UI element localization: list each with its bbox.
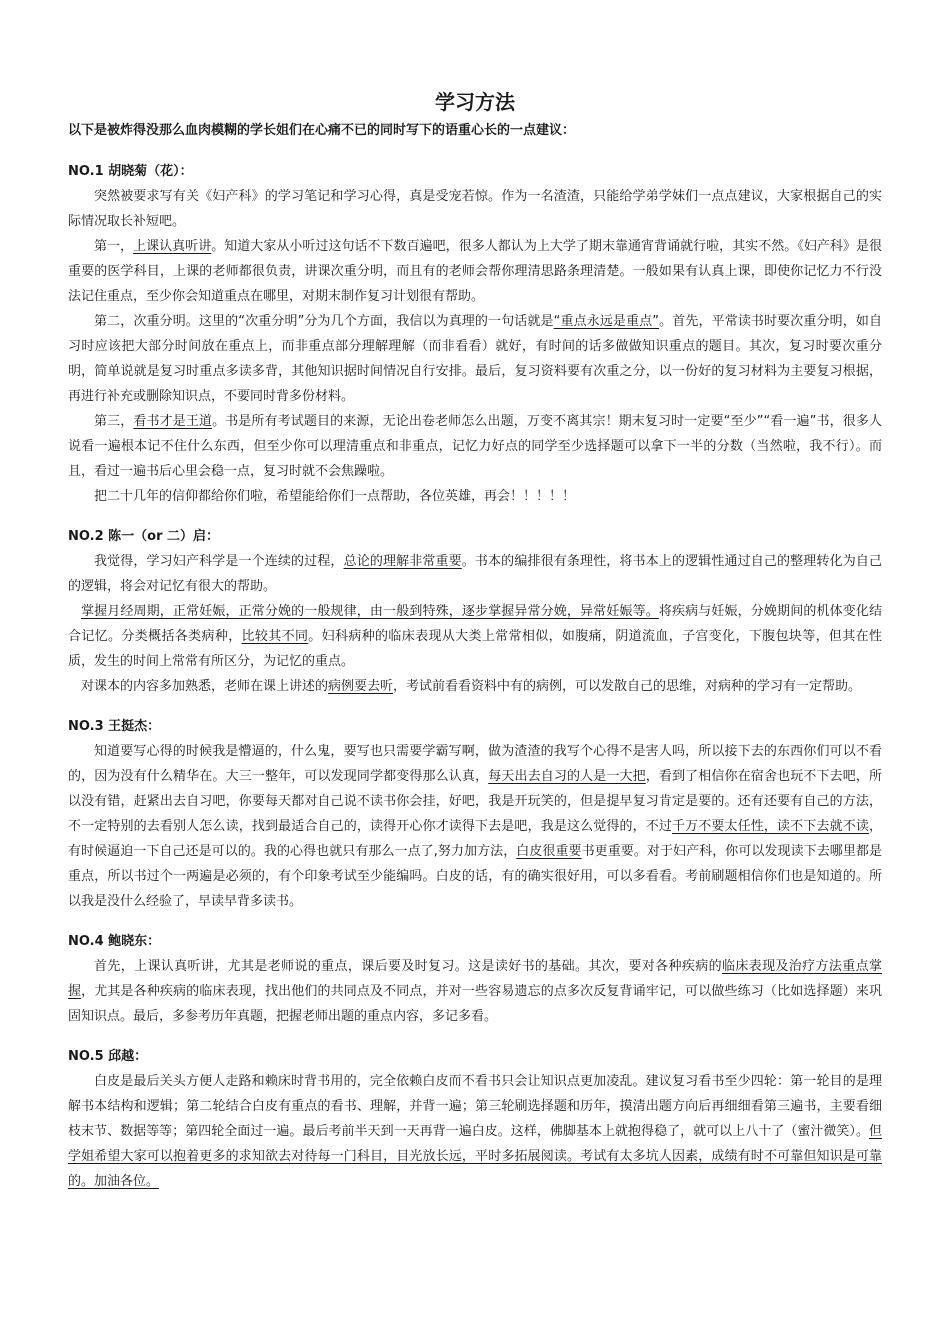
section-paragraph bbox=[68, 234, 882, 309]
underlined-text: 总论的理解非常重要 bbox=[343, 554, 462, 569]
underlined-text: 病例要去听 bbox=[328, 679, 394, 694]
paragraph-text: 将疾病与妊娠，分娩期间的机体变化结合记忆。分类概括各类病种， bbox=[68, 604, 882, 644]
paragraph-text: 书更重要。对于妇产科，你可以发现读下去哪里都是重点，所以书过个一两遍是必须的，有个印象考试至少能编吗。白皮的话，有的确实很好用，可以多看看。考前刷题相信你们也是知道的。所以我是没什么经验了，早读早背多读书。 bbox=[68, 844, 882, 909]
paragraph-text: 突然被要求写有关《妇产科》的学习笔记和学习心得，真是受宠若惊。作为一名渣渣，只能给学弟学妹们一点点建议，大家根据自己的实际情况取长补短吧。 bbox=[68, 189, 882, 229]
section-paragraph bbox=[68, 409, 882, 484]
section-paragraph bbox=[68, 484, 882, 509]
paragraph-text: 第三， bbox=[94, 414, 134, 429]
paragraph-text: 第二，次重分明。这里的“次重分明”分为几个方面，我信以为真理的一句话就是 bbox=[94, 314, 554, 329]
paragraph-text: 首先，上课认真听讲，尤其是老师说的重点，课后要及时复习。这是读好书的基础。其次，要对各种疾病的 bbox=[94, 959, 722, 974]
section-header: NO.3 王挺杰： bbox=[68, 719, 161, 734]
section-header: NO.5 邱越： bbox=[68, 1049, 148, 1064]
section-paragraph bbox=[68, 309, 882, 409]
advice-section bbox=[68, 930, 882, 1029]
page-title: 学习方法 bbox=[435, 90, 515, 114]
paragraph-text: 。首先，平常读书时要次重分明，如自习时应该把大部分时间放在重点上，而非重点部分理解理解（而非看看）就好，有时间的话多做做知识重点的题目。其次，复习时要次重分明，简单说就是复习时重点多读多背，其他知识据时间情况自行安排。最后，复习资料要有次重之分，以一份好的复习材料为主要复习根据，再进行补充或删除知识点，不要同时背多份材料。 bbox=[68, 314, 882, 404]
underlined-text: 上课认真听讲 bbox=[133, 239, 212, 254]
paragraph-text: 知道要写心得的时候我是懵逼的，什么鬼，要写也只需要学霸写啊，做为渣渣的我写个心得不是害人吗，所以接下去的东西你们可以不看的，因为没有什么精华在。大三一整年，可以发现同学都变得那么认真， bbox=[68, 744, 882, 784]
underlined-text: 每天出去自习的人是一大把 bbox=[488, 769, 646, 784]
paragraph-text: ，尤其是各种疾病的临床表现，找出他们的共同点及不同点，并对一些容易遗忘的点多次反复背诵牢记，可以做些练习（比如选择题）来巩固知识点。最后，多参考历年真题，把握老师出题的重点内容，多记多看。 bbox=[68, 984, 882, 1024]
section-paragraph bbox=[68, 674, 882, 699]
section-header: NO.4 鲍晓东： bbox=[68, 934, 161, 949]
underlined-text: 掌握月经周期，正常妊娠，正常分娩的一般规律，由一般到特殊，逐步掌握异常分娩，异常妊娠等。 bbox=[81, 604, 659, 619]
section-header: NO.2 陈一（or 二）启： bbox=[68, 529, 220, 544]
paragraph-text: 白皮是最后关头方便人走路和赖床时背书用的，完全依赖白皮而不看书只会让知识点更加凌乱。建议复习看书至少四轮：第一轮目的是理解书本结构和逻辑；第二轮结合白皮有重点的看书、理解，并背一遍；第三轮刷选择题和历年，摸清出题方向后再细细看第三遍书，主要看细枝末节、数据等等；第四轮全面过一遍。最后考前半天到一天再背一遍白皮。这样，佛脚基本上就抱得稳了，就可以上八十了（蜜汁微笑）。 bbox=[68, 1074, 882, 1139]
section-paragraph bbox=[68, 599, 882, 674]
advice-section bbox=[68, 160, 882, 509]
paragraph-text: ，看到了相信你在宿舍也玩不下去吧，所以没有错，赶紧出去自习吧，你要每天都对自己说不读书你会挂，好吧，我是开玩笑的，但是提早复习肯定是要的。还有还要有自己的方法，不一定特别的去看别人怎么读，找到最适合自己的，读得开心你才读得下去是吧，我是这么觉得的，不过 bbox=[68, 769, 882, 834]
paragraph-text: ，有时候逼迫一下自己还是可以的。我的心得也就只有那么一点了,努力加方法， bbox=[68, 819, 882, 859]
paragraph-text: 。妇科病种的临床表现从大类上常常相似，如腹痛，阴道流血，子宫变化，下腹包块等，但其在性质，发生的时间上常常有所区分，为记忆的重点。 bbox=[68, 629, 882, 669]
intro-line: 以下是被炸得没那么血肉模糊的学长姐们在心痛不已的同时写下的语重心长的一点建议： bbox=[68, 123, 576, 138]
underlined-text: 千万不要太任性，读不下去就不读 bbox=[672, 819, 869, 834]
underlined-text: “重点永远是重点” bbox=[553, 314, 660, 329]
section-paragraph bbox=[68, 549, 882, 599]
paragraph-text: 我觉得，学习妇产科学是一个连续的过程， bbox=[94, 554, 344, 569]
section-paragraph bbox=[68, 184, 882, 234]
section-paragraph bbox=[68, 739, 882, 914]
paragraph-text: 第一， bbox=[94, 239, 134, 254]
section-paragraph bbox=[68, 954, 882, 1029]
underlined-text: 但学姐希望大家可以抱着更多的求知欲去对待每一门科目，目光放长远，平时多拓展阅读。考试有太多坑人因素，成绩有时不可靠但知识是可靠的。加油各位。 bbox=[68, 1124, 882, 1189]
underlined-text: 比较其不同 bbox=[241, 629, 309, 644]
sections-container bbox=[68, 160, 882, 1194]
section-paragraph bbox=[68, 1069, 882, 1194]
paragraph-text: 把二十几年的信仰都给你们啦，希望能给你们一点帮助，各位英雄，再会！！！！！ bbox=[94, 489, 576, 504]
section-header: NO.1 胡晓菊（花）： bbox=[68, 164, 193, 179]
paragraph-text: 对课本的内容多加熟悉，老师在课上讲述的 bbox=[81, 679, 329, 694]
underlined-text: 白皮很重要 bbox=[516, 844, 582, 859]
advice-section bbox=[68, 1045, 882, 1194]
underlined-text: 临床表现及治疗方法重点掌握 bbox=[68, 959, 882, 999]
paragraph-text: ，考试前看看资料中有的病例，可以发散自己的思维，对病种的学习有一定帮助。 bbox=[393, 679, 862, 694]
advice-section bbox=[68, 525, 882, 699]
paragraph-text: 。书本的编排很有条理性，将书本上的逻辑性通过自己的整理转化为自己的逻辑，将会对记忆有很大的帮助。 bbox=[68, 554, 882, 594]
underlined-text: 看书才是王道 bbox=[133, 414, 213, 429]
advice-section bbox=[68, 715, 882, 914]
paragraph-text: 。知道大家从小听过这句话不下数百遍吧，很多人都认为上大学了期末靠通宵背诵就行啦，其实不然。《妇产科》是很重要的医学科目，上课的老师都很负责，讲课次重分明，而且有的老师会帮你理清思路条理清楚。一般如果有认真上课，即使你记忆力不行没法记住重点，至少你会知道重点在哪里，对期末制作复习计划很有帮助。 bbox=[68, 239, 882, 304]
paragraph-text: 。书是所有考试题目的来源，无论出卷老师怎么出题，万变不离其宗！期末复习时一定要“至少”“看一遍”书，很多人说看一遍根本记不住什么东西，但至少你可以理清重点和非重点，记忆力好点的同学至少选择题可以拿下一半的分数（当然啦，我不行）。而且，看过一遍书后心里会稳一点，复习时就不会焦躁啦。 bbox=[68, 414, 882, 479]
